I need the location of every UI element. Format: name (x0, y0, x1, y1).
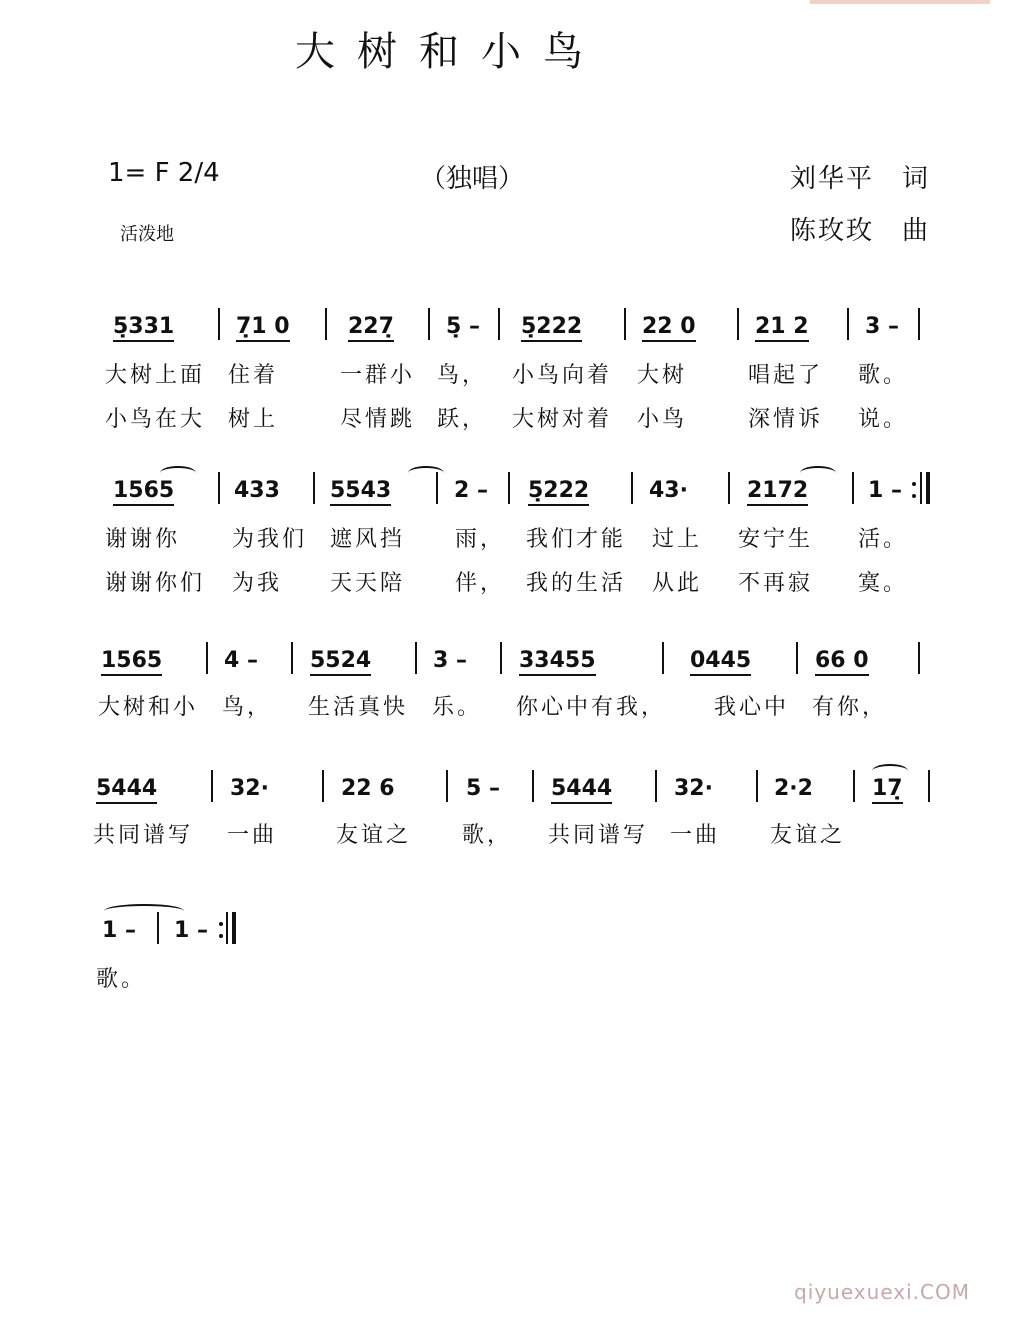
bar-line (853, 770, 855, 802)
measure-notes: 2172 (747, 478, 808, 506)
measure-notes: 5̣222 (521, 314, 582, 342)
measure-notes: 1 – (102, 918, 136, 943)
tempo-marking: 活泼地 (120, 224, 174, 245)
bar-line (756, 770, 758, 802)
measure-notes: 433 (234, 478, 280, 503)
lyric: 为我 (232, 571, 283, 596)
bar-line (737, 308, 739, 340)
lyric: 谢谢你 (105, 527, 181, 552)
bar-line (291, 642, 293, 674)
bar-line (218, 472, 220, 504)
lyric: 活。 (858, 527, 909, 552)
measure-notes: 5̣222 (528, 478, 589, 506)
bar-line (226, 912, 228, 944)
bar-line (918, 308, 920, 340)
lyric: 小鸟在大 (105, 407, 206, 432)
lyric: 鸟， (437, 363, 488, 388)
lyric: 小鸟向着 (512, 363, 613, 388)
measure-notes: 21 2 (755, 314, 809, 342)
measure-notes: 227̣ (348, 314, 394, 342)
lyric: 生活真快 (308, 695, 409, 720)
measure-notes: 32· (674, 776, 713, 801)
lyric: 共同谱写 (93, 823, 194, 848)
measure-notes: 17̣ (872, 776, 903, 804)
lyric: 乐。 (432, 695, 483, 720)
measure-notes: 1 – (868, 478, 902, 503)
final-bar-line (926, 472, 930, 504)
lyric: 有你， (812, 695, 888, 720)
lyric: 深情诉 (748, 407, 824, 432)
bar-line (313, 472, 315, 504)
bar-line (631, 472, 633, 504)
measure-notes: 5524 (310, 648, 371, 676)
repeat-dot (912, 494, 916, 498)
lyric: 唱起了 (748, 363, 824, 388)
bar-line (325, 308, 327, 340)
lyric: 伴， (455, 571, 506, 596)
bar-line (206, 642, 208, 674)
bar-line (852, 472, 854, 504)
site-watermark: qiyuexuexi.COM (794, 1280, 970, 1304)
lyric: 雨， (455, 527, 506, 552)
song-title: 大树和小鸟 (295, 29, 605, 75)
measure-notes: 5 – (466, 776, 500, 801)
bar-line (498, 308, 500, 340)
measure-notes: 5543 (330, 478, 391, 506)
lyric: 小鸟 (637, 407, 688, 432)
bar-line (415, 642, 417, 674)
bar-line (211, 770, 213, 802)
bar-line (920, 472, 922, 504)
measure-notes: 3 – (433, 648, 467, 673)
lyric: 一曲 (670, 823, 721, 848)
measure-notes: 22 0 (642, 314, 696, 342)
lyric: 友谊之 (770, 823, 846, 848)
measure-notes: 2·2 (774, 776, 813, 801)
lyric: 歌。 (858, 363, 909, 388)
lyricist-credit: 刘华平 词 (790, 164, 931, 194)
measure-notes: 0445 (690, 648, 751, 676)
performance-type: （独唱） (420, 164, 525, 194)
lyric: 一曲 (227, 823, 278, 848)
bar-line (918, 642, 920, 674)
lyric: 住着 (228, 363, 279, 388)
bar-line (436, 472, 438, 504)
measure-notes: 5̣ – (446, 314, 480, 339)
bar-line (928, 770, 930, 802)
measure-notes: 3 – (865, 314, 899, 339)
bar-line (428, 308, 430, 340)
measure-notes: 22 6 (341, 776, 395, 801)
lyric: 过上 (652, 527, 703, 552)
bar-line (624, 308, 626, 340)
bar-line (662, 642, 664, 674)
lyric: 鸟， (222, 695, 273, 720)
lyric: 从此 (652, 571, 703, 596)
measure-notes: 1 – (174, 918, 208, 943)
lyric: 共同谱写 (548, 823, 649, 848)
measure-notes: 43· (649, 478, 688, 503)
lyric: 歌， (462, 823, 513, 848)
lyric: 一群小 (340, 363, 416, 388)
repeat-dot (219, 934, 223, 938)
measure-notes: 4 – (224, 648, 258, 673)
lyric: 我的生活 (526, 571, 627, 596)
measure-notes: 2 – (454, 478, 488, 503)
lyric: 大树对着 (512, 407, 613, 432)
repeat-dot (912, 482, 916, 486)
bar-line (655, 770, 657, 802)
lyric: 遮风挡 (330, 527, 406, 552)
key-time-signature: 1= F 2/4 (108, 158, 220, 188)
bar-line (157, 912, 159, 944)
measure-notes: 1565 (101, 648, 162, 676)
lyric: 谢谢你们 (105, 571, 206, 596)
bar-line (796, 642, 798, 674)
measure-notes: 5444 (96, 776, 157, 804)
lyric: 大树上面 (105, 363, 206, 388)
lyric: 我们才能 (526, 527, 627, 552)
lyric: 安宁生 (738, 527, 814, 552)
tie-arc (408, 466, 444, 480)
lyric: 我心中 (714, 695, 790, 720)
lyric: 不再寂 (738, 571, 814, 596)
measure-notes: 66 0 (815, 648, 869, 676)
measure-notes: 5444 (551, 776, 612, 804)
bar-line (446, 770, 448, 802)
lyric: 树上 (228, 407, 279, 432)
measure-notes: 1565 (113, 478, 174, 506)
final-bar-line (232, 912, 236, 944)
bar-line (322, 770, 324, 802)
lyric: 大树 (637, 363, 688, 388)
bar-line (728, 472, 730, 504)
bar-line (218, 308, 220, 340)
lyric: 你心中有我， (516, 695, 667, 720)
lyric: 为我们 (232, 527, 308, 552)
bar-line (500, 642, 502, 674)
tie-arc (104, 904, 184, 918)
measure-notes: 7̣1 0 (236, 314, 290, 342)
measure-notes: 5̣331 (113, 314, 174, 342)
bar-line (847, 308, 849, 340)
measure-notes: 32· (230, 776, 269, 801)
bar-line (508, 472, 510, 504)
lyric: 大树和小 (98, 695, 199, 720)
bar-line (532, 770, 534, 802)
lyric: 友谊之 (336, 823, 412, 848)
lyric: 寞。 (858, 571, 909, 596)
repeat-dot (219, 922, 223, 926)
lyric: 天天陪 (330, 571, 406, 596)
lyric: 说。 (858, 407, 909, 432)
measure-notes: 33455 (519, 648, 596, 676)
lyric: 跃， (437, 407, 488, 432)
lyric: 尽情跳 (340, 407, 416, 432)
composer-credit: 陈玫玫 曲 (790, 216, 931, 246)
lyric: 歌。 (96, 967, 147, 992)
corner-strip (810, 0, 990, 4)
